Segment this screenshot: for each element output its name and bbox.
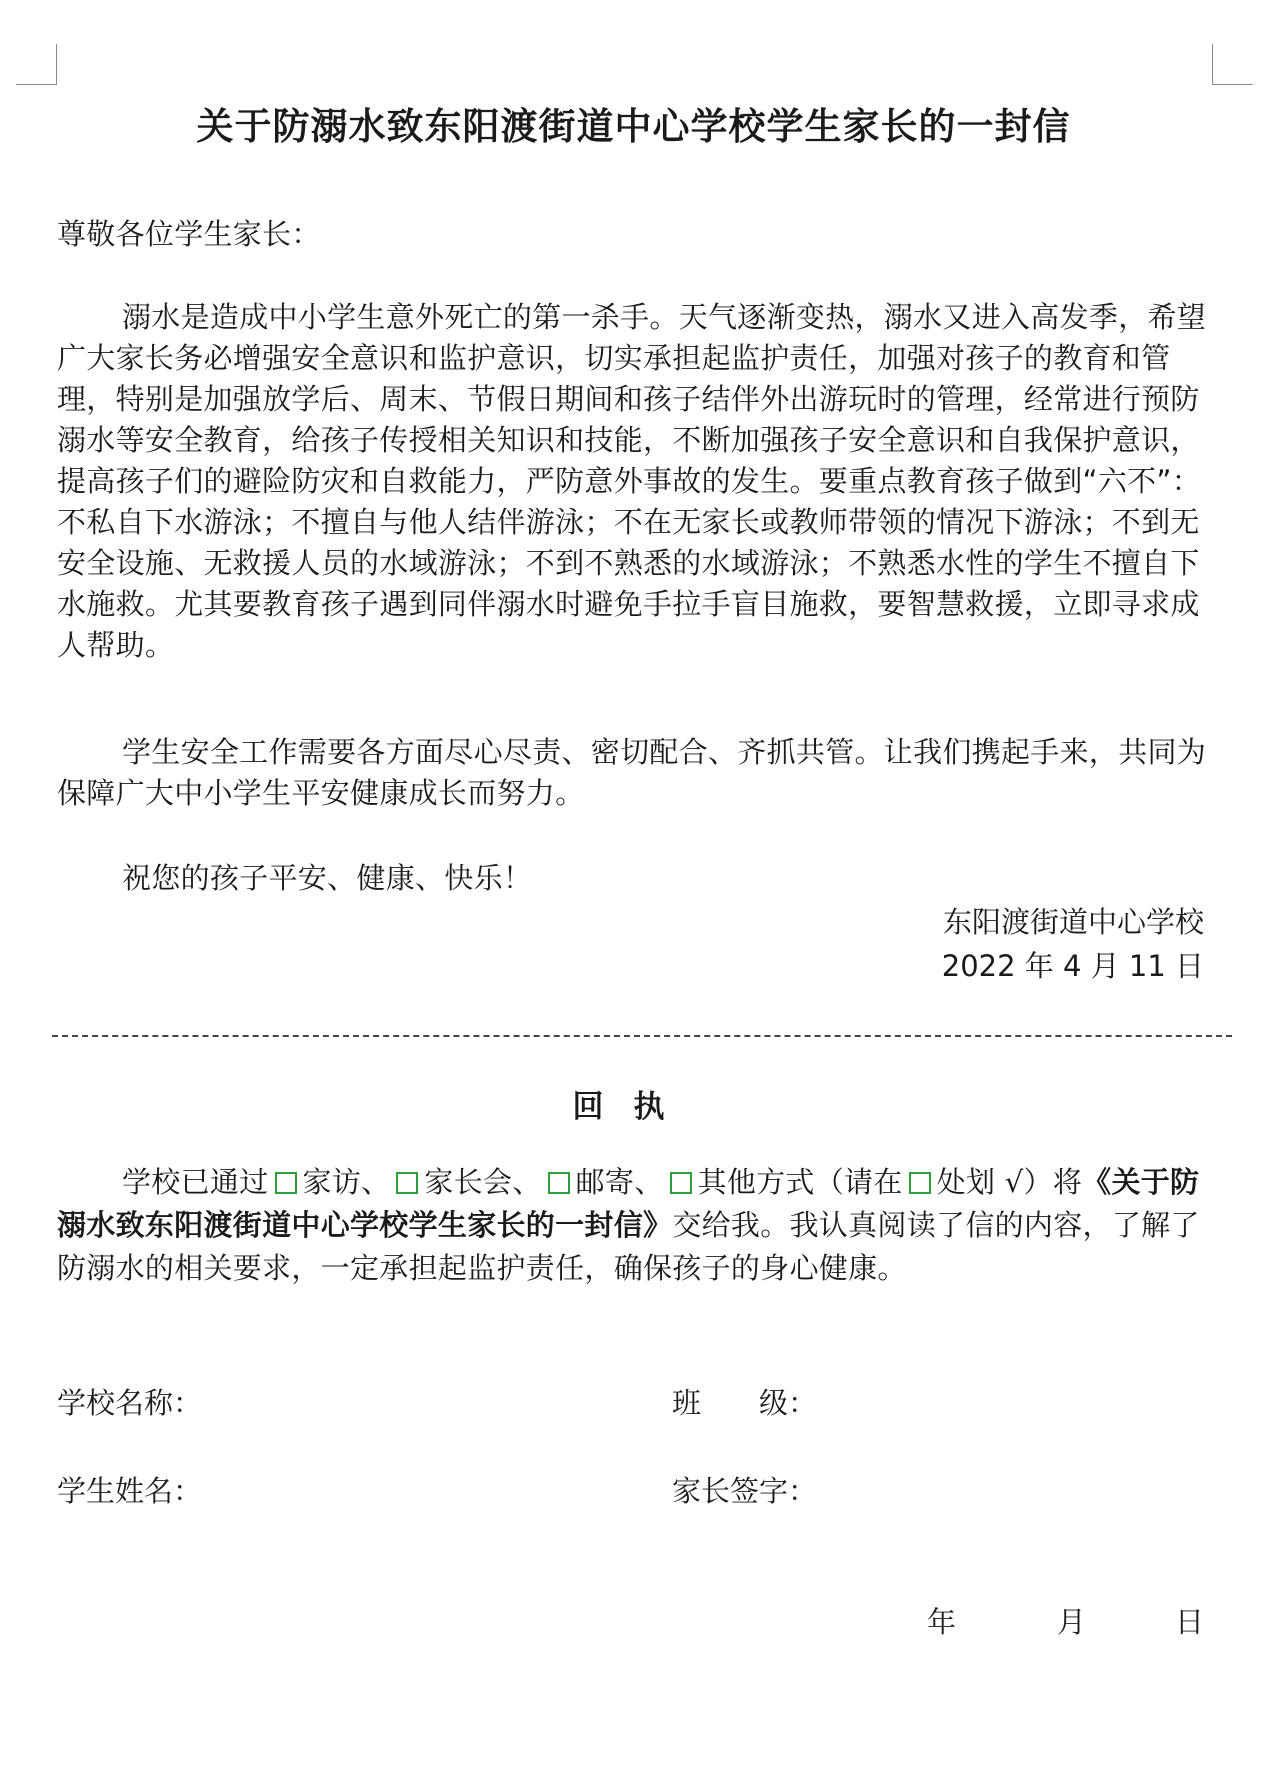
- parent-signature-label: 家长签字：: [672, 1474, 818, 1508]
- crop-mark-top-right: [1212, 44, 1253, 85]
- check-hint: 处划 √）将: [936, 1165, 1083, 1199]
- option-other: 其他方式（请在: [697, 1165, 903, 1199]
- receipt-date-day: 日: [1175, 1605, 1205, 1639]
- receipt-date-month: 月: [1057, 1605, 1087, 1639]
- checkbox-sample: [909, 1172, 931, 1194]
- letter-reference: 《关于防溺水致东阳渡街道中心学校学生家长的一封信》: [57, 1165, 1200, 1242]
- option-parent-meeting: 家长会、: [424, 1165, 542, 1199]
- crop-mark-top-left: [16, 44, 57, 85]
- wishes: 祝您的孩子平安、健康、快乐！: [122, 861, 533, 895]
- checkbox-parent-meeting[interactable]: [396, 1172, 418, 1194]
- option-mail: 邮寄、: [575, 1165, 664, 1199]
- receipt-body-rest: 交给我。我认真阅读了信的内容，了解了防溺水的相关要求，一定承担起监护责任，确保孩子的身心健康。: [57, 1208, 1200, 1285]
- option-home-visit: 家访、: [302, 1165, 391, 1199]
- signature-school: 东阳渡街道中心学校: [942, 905, 1204, 939]
- student-name-label: 学生姓名：: [57, 1474, 203, 1508]
- letter-title: 关于防溺水致东阳渡街道中心学校学生家长的一封信: [196, 105, 1071, 148]
- checkbox-other[interactable]: [670, 1172, 692, 1194]
- receipt-title: 回执: [572, 1089, 695, 1125]
- checkbox-mail[interactable]: [548, 1172, 570, 1194]
- letter-date: 2022 年 4 月 11 日: [941, 949, 1204, 983]
- school-name-label: 学校名称：: [57, 1386, 203, 1420]
- salutation: 尊敬各位学生家长：: [57, 217, 321, 251]
- paragraph-2: 学生安全工作需要各方面尽心尽责、密切配合、齐抓共管。让我们携起手来，共同为保障广大中小学生平安健康成长而努力。: [57, 735, 1207, 810]
- cut-line: [52, 1035, 1232, 1037]
- class-label: 班 级：: [672, 1386, 818, 1420]
- receipt-intro: 学校已通过: [122, 1165, 269, 1199]
- receipt-date-year: 年: [927, 1605, 957, 1639]
- receipt-body: [57, 1161, 1207, 1290]
- paragraph-1: 溺水是造成中小学生意外死亡的第一杀手。天气逐渐变热，溺水又进入高发季，希望广大家长务必增强安全意识和监护意识，切实承担起监护责任，加强对孩子的教育和管理，特别是加强放学后、周末、节假日期间和孩子结伴外出游玩时的管理，经常进行预防溺水等安全教育，给孩子传授相关知识和技能，不断加强孩子安全意识和自我保护意识，提高孩子们的避险防灾和自救能力，严防意外事故的发生。要重点教育孩子做到“六不”：不私自下水游泳；不擅自与他人结伴游泳；不在无家长或教师带领的情况下游泳；不到无安全设施、无救援人员的水域游泳；不到不熟悉的水域游泳；不熟悉水性的学生不擅自下水施救。尤其要教育孩子遇到同伴溺水时避免手拉手盲目施救，要智慧救援，立即寻求成人帮助。: [57, 300, 1207, 662]
- checkbox-home-visit[interactable]: [275, 1172, 297, 1194]
